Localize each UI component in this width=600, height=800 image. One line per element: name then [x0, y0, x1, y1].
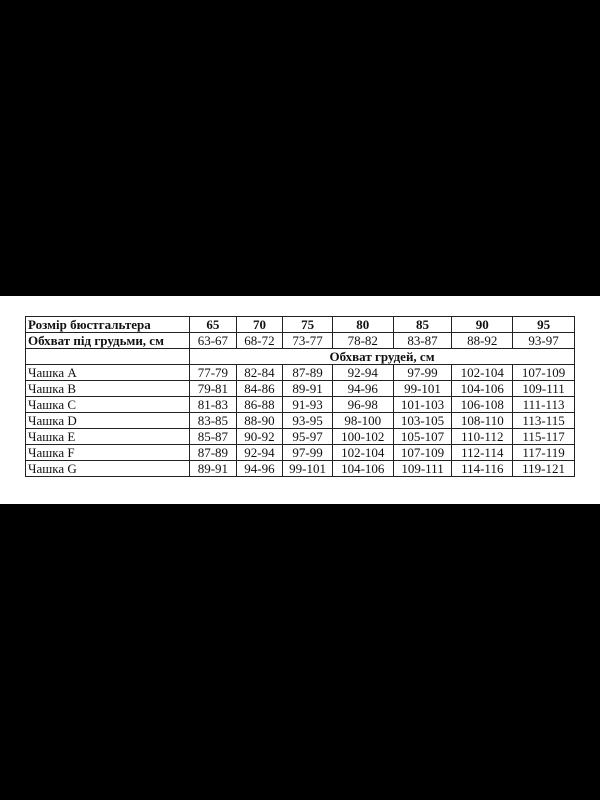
- cup-label: Чашка E: [26, 429, 190, 445]
- size-cell: 70: [236, 317, 283, 333]
- bust-cell: 94-96: [332, 381, 393, 397]
- bust-cell: 108-110: [452, 413, 513, 429]
- bust-cell: 98-100: [332, 413, 393, 429]
- bust-cell: 86-88: [236, 397, 283, 413]
- bust-cell: 97-99: [393, 365, 452, 381]
- cup-label: Чашка G: [26, 461, 190, 477]
- bust-cell: 102-104: [332, 445, 393, 461]
- bust-cell: 94-96: [236, 461, 283, 477]
- bust-cell: 95-97: [283, 429, 333, 445]
- bust-cell: 115-117: [513, 429, 575, 445]
- underbust-label: Обхват під грудьми, см: [26, 333, 190, 349]
- bust-cell: 82-84: [236, 365, 283, 381]
- bust-cell: 79-81: [190, 381, 237, 397]
- bust-cell: 113-115: [513, 413, 575, 429]
- cup-row: [26, 397, 575, 413]
- underbust-row: [26, 333, 575, 349]
- size-cell: 95: [513, 317, 575, 333]
- underbust-cell: 93-97: [513, 333, 575, 349]
- underbust-cell: 63-67: [190, 333, 237, 349]
- cup-row: [26, 413, 575, 429]
- bust-cell: 110-112: [452, 429, 513, 445]
- table-header-row: [26, 317, 575, 333]
- bust-cell: 103-105: [393, 413, 452, 429]
- size-cell: 85: [393, 317, 452, 333]
- bust-cell: 104-106: [332, 461, 393, 477]
- bust-cell: 88-90: [236, 413, 283, 429]
- underbust-cell: 68-72: [236, 333, 283, 349]
- size-cell: 75: [283, 317, 333, 333]
- bust-cell: 100-102: [332, 429, 393, 445]
- bust-cell: 89-91: [283, 381, 333, 397]
- bust-cell: 102-104: [452, 365, 513, 381]
- bust-cell: 104-106: [452, 381, 513, 397]
- cup-label: Чашка D: [26, 413, 190, 429]
- cup-row: [26, 445, 575, 461]
- bust-cell: 93-95: [283, 413, 333, 429]
- underbust-cell: 88-92: [452, 333, 513, 349]
- underbust-cell: 73-77: [283, 333, 333, 349]
- cup-row: [26, 429, 575, 445]
- bust-cell: 92-94: [236, 445, 283, 461]
- blank-cell: [26, 349, 190, 365]
- bra-size-table: [25, 316, 575, 477]
- bust-cell: 92-94: [332, 365, 393, 381]
- bust-cell: 109-111: [513, 381, 575, 397]
- bust-cell: 114-116: [452, 461, 513, 477]
- bust-cell: 81-83: [190, 397, 237, 413]
- bust-cell: 106-108: [452, 397, 513, 413]
- bust-header: Обхват грудей, см: [190, 349, 575, 365]
- table-body: [26, 317, 575, 477]
- cup-row: [26, 365, 575, 381]
- bust-cell: 119-121: [513, 461, 575, 477]
- bust-cell: 107-109: [513, 365, 575, 381]
- bust-cell: 87-89: [283, 365, 333, 381]
- size-cell: 90: [452, 317, 513, 333]
- bust-cell: 109-111: [393, 461, 452, 477]
- size-cell: 80: [332, 317, 393, 333]
- size-cell: 65: [190, 317, 237, 333]
- bust-cell: 96-98: [332, 397, 393, 413]
- bust-cell: 84-86: [236, 381, 283, 397]
- bust-cell: 99-101: [393, 381, 452, 397]
- cup-label: Чашка C: [26, 397, 190, 413]
- bust-cell: 77-79: [190, 365, 237, 381]
- underbust-cell: 78-82: [332, 333, 393, 349]
- bust-cell: 91-93: [283, 397, 333, 413]
- bust-cell: 99-101: [283, 461, 333, 477]
- bust-cell: 112-114: [452, 445, 513, 461]
- cup-row: [26, 381, 575, 397]
- bust-cell: 105-107: [393, 429, 452, 445]
- bust-cell: 97-99: [283, 445, 333, 461]
- bust-cell: 89-91: [190, 461, 237, 477]
- bust-cell: 90-92: [236, 429, 283, 445]
- cup-label: Чашка B: [26, 381, 190, 397]
- bust-cell: 87-89: [190, 445, 237, 461]
- cup-row: [26, 461, 575, 477]
- cup-label: Чашка A: [26, 365, 190, 381]
- bust-cell: 101-103: [393, 397, 452, 413]
- bust-cell: 85-87: [190, 429, 237, 445]
- underbust-cell: 83-87: [393, 333, 452, 349]
- header-label: Розмір бюстгальтера: [26, 317, 190, 333]
- bust-cell: 107-109: [393, 445, 452, 461]
- cup-label: Чашка F: [26, 445, 190, 461]
- bust-header-row: [26, 349, 575, 365]
- bust-cell: 117-119: [513, 445, 575, 461]
- bust-cell: 83-85: [190, 413, 237, 429]
- bust-cell: 111-113: [513, 397, 575, 413]
